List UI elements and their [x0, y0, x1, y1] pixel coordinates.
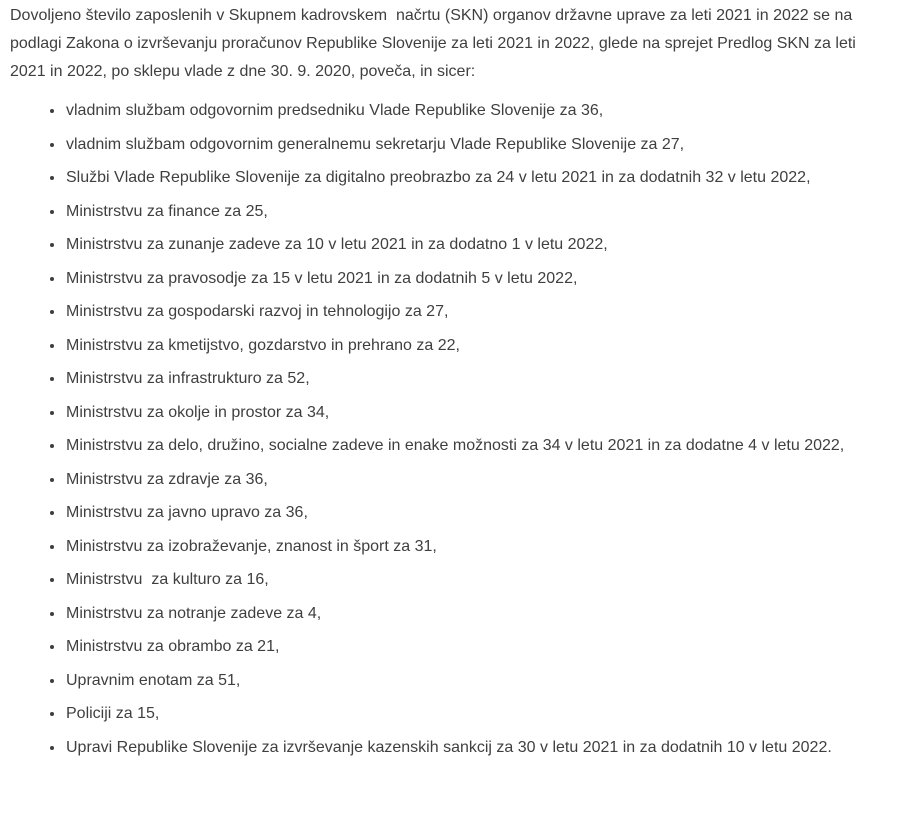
list-item: • Ministrstvu za zunanje zadeve za 10 v letu 2021 in za dodatno 1 v letu 2022,	[65, 231, 882, 258]
list-item: • Ministrstvu za pravosodje za 15 v letu 2021 in za dodatnih 5 v letu 2022,	[65, 265, 882, 292]
list-item: • Ministrstvu za finance za 25,	[65, 198, 882, 225]
list-item: • Ministrstvu za kulturo za 16,	[65, 566, 882, 593]
list-item: • Ministrstvu za okolje in prostor za 34,	[65, 399, 882, 426]
list-item: • Službi Vlade Republike Slovenije za digitalno preobrazbo za 24 v letu 2021 in za dodatnih 32 v letu 2022,	[65, 164, 882, 191]
list-item: • Upravnim enotam za 51,	[65, 667, 882, 694]
list-item: • Ministrstvu za delo, družino, socialne zadeve in enake možnosti za 34 v letu 2021 in za dodatne 4 v letu 2022,	[65, 432, 882, 459]
list-item: • Ministrstvu za izobraževanje, znanost in šport za 31,	[65, 533, 882, 560]
list-item: • Upravi Republike Slovenije za izvrševanje kazenskih sankcij za 30 v letu 2021 in za dodatnih 10 v letu 2022.	[65, 734, 882, 761]
list-item: • Ministrstvu za zdravje za 36,	[65, 466, 882, 493]
list-item: • Ministrstvu za infrastrukturo za 52,	[65, 365, 882, 392]
increase-list	[10, 97, 882, 761]
list-item: • Ministrstvu za kmetijstvo, gozdarstvo in prehrano za 22,	[65, 332, 882, 359]
list-item: • Ministrstvu za javno upravo za 36,	[65, 499, 882, 526]
list-item: • Ministrstvu za notranje zadeve za 4,	[65, 600, 882, 627]
list-item: • Ministrstvu za obrambo za 21,	[65, 633, 882, 660]
list-item: • Ministrstvu za gospodarski razvoj in tehnologijo za 27,	[65, 298, 882, 325]
list-item: • vladnim službam odgovornim generalnemu sekretarju Vlade Republike Slovenije za 27,	[65, 131, 882, 158]
intro-paragraph: Dovoljeno število zaposlenih v Skupnem kadrovskem načrtu (SKN) organov državne uprave za leti 2021 in 2022 se na podlagi Zakona o izvrševanju proračunov Republike Slovenije za leti 2021 in 2022, glede na sprejet Predlog SKN za leti 2021 in 2022, po sklepu vlade z dne 30. 9. 2020, poveča, in sicer:	[10, 7, 861, 80]
list-item: • vladnim službam odgovornim predsedniku Vlade Republike Slovenije za 36,	[65, 97, 882, 124]
list-item: • Policiji za 15,	[65, 700, 882, 727]
